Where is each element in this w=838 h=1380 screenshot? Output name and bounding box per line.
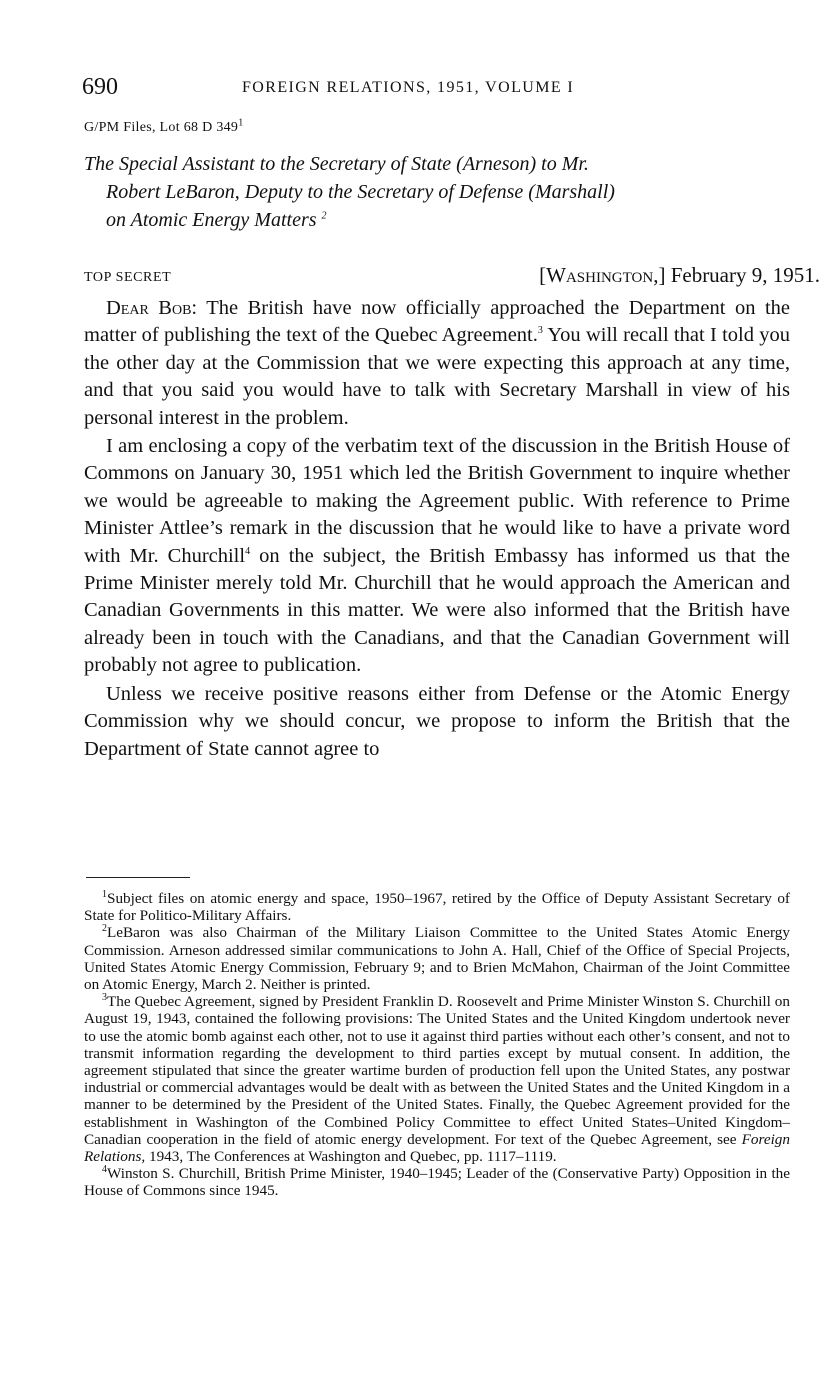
footnote-1	[84, 890, 790, 924]
paragraph-1-rest: You will recall that I told you the other day at the Commission that we were expecting this approach at any time, and that you said you would have to talk with Secretary Marshall in view of his personal interest in the problem.	[84, 324, 790, 429]
page-number: 690	[82, 74, 118, 100]
title-line-3	[84, 206, 824, 234]
running-head: FOREIGN RELATIONS, 1951, VOLUME I	[242, 79, 575, 96]
footnotes	[84, 890, 790, 1200]
footnote-3-number: 3	[102, 992, 107, 1004]
place-and-date	[539, 263, 820, 288]
file-reference	[84, 117, 244, 136]
footnote-2-number: 2	[102, 923, 107, 935]
footnote-3	[84, 993, 790, 1165]
footnote-ref-3: 3	[537, 325, 543, 337]
footnote-1-text: Subject files on atomic energy and space, 1950–1967, retired by the Office of Deputy Assistant Secretary of State for Politico-Military Affairs.	[84, 890, 790, 925]
footnote-3-italic: Foreign Relations,	[84, 1130, 790, 1166]
footnote-ref-1: 1	[238, 117, 244, 129]
title-line-2: Robert LeBaron, Deputy to the Secretary of Defense (Marshall)	[106, 181, 615, 203]
date: February 9, 1951.	[670, 263, 820, 287]
salutation: Dear Bob:	[106, 297, 198, 319]
footnote-1-number: 1	[102, 888, 107, 900]
footnote-4	[84, 1165, 790, 1199]
letter-body	[84, 295, 790, 763]
classification-marking: TOP SECRET	[84, 270, 172, 285]
paragraph-2-rest: on the subject, the British Embassy has informed us that the Prime Minister merely told Mr. Churchill that he would approach the American and Canadian Governments in this matter. We were also informed that the British have already been in touch with the Canadians, and that the Canadian Government will probably not agree to publication.	[84, 544, 790, 677]
document-title	[84, 150, 824, 234]
footnote-3-tail: 1943, The Conferences at Washington and Quebec, pp. 1117–1119.	[145, 1148, 557, 1166]
footnote-2	[84, 924, 790, 993]
footnote-4-text: Winston S. Churchill, British Prime Minister, 1940–1945; Leader of the (Conservative Party) Opposition in the House of Commons since 1945.	[84, 1165, 790, 1200]
paragraph-3: Unless we receive positive reasons either from Defense or the Atomic Energy Commission why we should concur, we propose to inform the British that the Department of State cannot agree to	[84, 682, 790, 760]
paragraph-1	[84, 295, 790, 432]
footnote-ref-4: 4	[245, 545, 251, 557]
place: [Washington,]	[539, 263, 666, 287]
paragraph-2-text: I am enclosing a copy of the verbatim text of the discussion in the British House of Commons on January 30, 1951 which led the British Government to inquire whether we would be agreeable to making the Agreement public. With reference to Prime Minister Attlee’s remark in the discussion that he would like to have a private word with Mr. Churchill	[84, 435, 790, 567]
page-header	[82, 74, 752, 104]
title-line-1: The Special Assistant to the Secretary of State (Arneson) to Mr.	[84, 153, 589, 175]
footnote-2-text: LeBaron was also Chairman of the Military Liaison Committee to the United States Atomic Energy Commission. Arneson addressed similar communications to John A. Hall, Chief of the Office of Special Projects, United States Atomic Energy Commission, February 9; and to Brien McMahon, Chairman of the Joint Committee on Atomic Energy, March 2. Neither is printed.	[84, 924, 790, 994]
footnote-4-number: 4	[102, 1164, 107, 1176]
file-reference-text: G/PM Files, Lot 68 D 349	[84, 120, 239, 135]
footnote-ref-2: 2	[321, 210, 327, 222]
footnote-3-text: The Quebec Agreement, signed by President Franklin D. Roosevelt and Prime Minister Winston S. Churchill on August 19, 1943, contained the following provisions: The United States and the United Kingdom undertook never to use the atomic bomb against each other, not to use it against third parties without each other’s consent, and not to transmit information regarding the development to third parties except by mutual consent. In addition, the agreement stipulated that since the greater wartime burden of production fell upon the United States, any postwar industrial or commercial advantages would be dealt with as between the United States and the United Kingdom in a manner to be determined by the President of the United States. Finally, the Quebec Agreement provided for the establishment in Washington of the Combined Policy Committee to effect United States–United Kingdom–Canadian cooperation in the field of atomic energy development. For text of the Quebec Agreement, see	[84, 993, 790, 1148]
footnote-divider	[86, 877, 190, 878]
paragraph-1-text: The British have now officially approached the Department on the matter of publishing the text of the Quebec Agreement.	[84, 297, 791, 347]
paragraph-2	[84, 433, 790, 680]
title-line-3-text: on Atomic Energy Matters	[106, 209, 317, 231]
